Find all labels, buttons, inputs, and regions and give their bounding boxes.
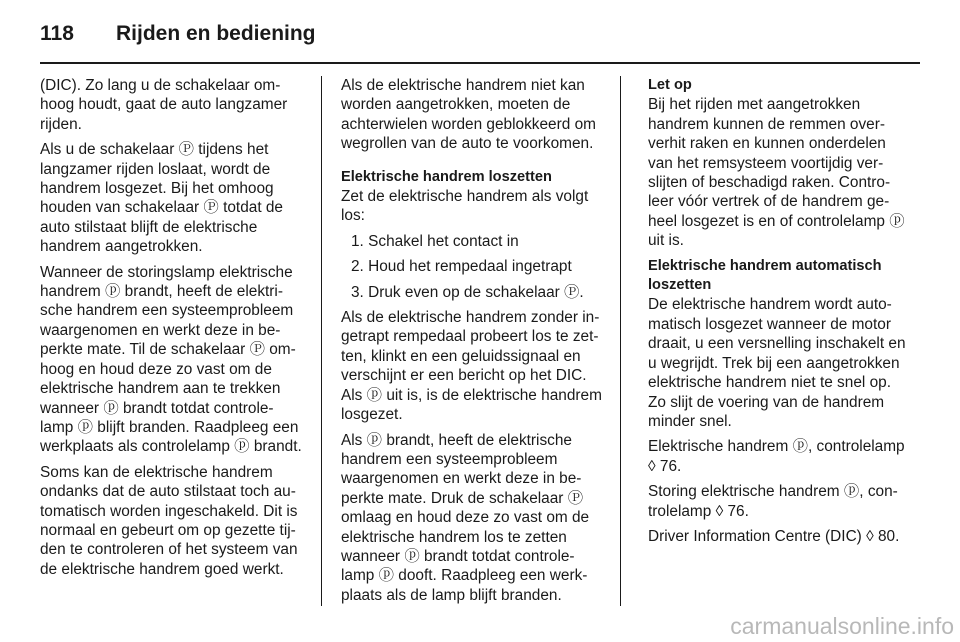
header-rule <box>40 62 920 64</box>
column-divider <box>321 76 322 606</box>
cross-reference: Storing elektrische handrem ⓟ, con-trolelamp ◊ 76. <box>648 483 898 520</box>
column-divider <box>620 76 621 606</box>
note-text: Bij het rijden met aangetrokken handrem kunnen de remmen over-verhit raken en kunnen onderdelen van het remsysteem voortijdig ver-slijten of beschadigd raken. Contro-leer vóór vertrek of de handrem ge-heel losgezet is en of controlelamp ⓟ uit is. <box>648 96 905 250</box>
paragraph: De elektrische handrem wordt auto-matisch losgezet wanneer de motor draait, u een versnelling inschakelt en u wegrijdt. Trek bij een aangetrokken elektrische handrem niet te snel op. Zo slijt de voering van de handrem minder snel. <box>648 296 906 430</box>
section-heading: Elektrische handrem automatisch loszetten <box>648 257 882 294</box>
list-item: 1. Schakel het contact in <box>351 232 519 250</box>
watermark: carmanualsonline.info <box>730 613 954 639</box>
column-2 <box>341 76 603 611</box>
page-number: 118 <box>40 22 74 45</box>
steps-list <box>341 232 603 302</box>
paragraph: (DIC). Zo lang u de schakelaar om-hoog houdt, gaat de auto langzamer rijden. <box>40 77 288 133</box>
cross-reference: Elektrische handrem ⓟ, controlelamp ◊ 76. <box>648 438 905 475</box>
paragraph: Als u de schakelaar Ⓟ tijdens het langzamer rijden loslaat, wordt de handrem losgezet. Bij het omhoog houden van schakelaar Ⓟ totdat de auto stilstaat blijft de elektrische handrem aangetrokken. <box>40 141 283 256</box>
paragraph: Als ⓟ brandt, heeft de elektrische handrem een systeemprobleem waargenomen en werkt deze in be-perkte mate. Druk de schakelaar Ⓟ omlaag en houd deze zo vast om de elektrische handrem los te zetten wanneer ⓟ brandt totdat controle-lamp ⓟ dooft. Raadpleeg een werk-plaats als de lamp blijft branden. <box>341 431 590 604</box>
chapter-title: Rijden en bediening <box>116 22 316 45</box>
column-1 <box>40 76 306 585</box>
section-heading: Elektrische handrem loszetten <box>341 168 552 185</box>
page-header <box>40 14 920 54</box>
paragraph: Soms kan de elektrische handrem ondanks dat de auto stilstaat toch au-tomatisch worden ingeschakeld. Dit is normaal en gebeurt om op gezette tij-den te controleren of het systeem van de elektrische handrem goed werkt. <box>40 463 298 578</box>
column-3 <box>648 76 910 552</box>
note-heading: Let op <box>648 77 692 93</box>
list-item: 2. Houd het rempedaal ingetrapt <box>351 258 572 276</box>
cross-reference: Driver Information Centre (DIC) ◊ 80. <box>648 527 900 545</box>
paragraph: Als de elektrische handrem niet kan worden aangetrokken, moeten de achterwielen worden geblokkeerd om wegrollen van de auto te voorkomen. <box>341 77 596 153</box>
caution-note <box>648 76 910 251</box>
paragraph: Zet de elektrische handrem als volgt los: <box>341 188 589 225</box>
paragraph: Als de elektrische handrem zonder in-getrapt rempedaal probeert los te zet-ten, klinkt en een geluidssignaal en verschijnt er een bericht op het DIC. Als ⓟ uit is, is de elektrische handrem losgezet. <box>341 309 602 424</box>
list-item: 3. Druk even op de schakelaar Ⓟ. <box>351 283 584 301</box>
paragraph: Wanneer de storingslamp elektrische handrem ⓟ brandt, heeft de elektri-sche handrem een systeemprobleem waargenomen en werkt deze in be-perkte mate. Til de schakelaar Ⓟ om-hoog en houd deze zo vast om de elektrische handrem aan te trekken wanneer ⓟ brandt totdat controle-lamp ⓟ blijft branden. Raadpleeg een werkplaats als controlelamp ⓟ brandt. <box>40 263 302 456</box>
